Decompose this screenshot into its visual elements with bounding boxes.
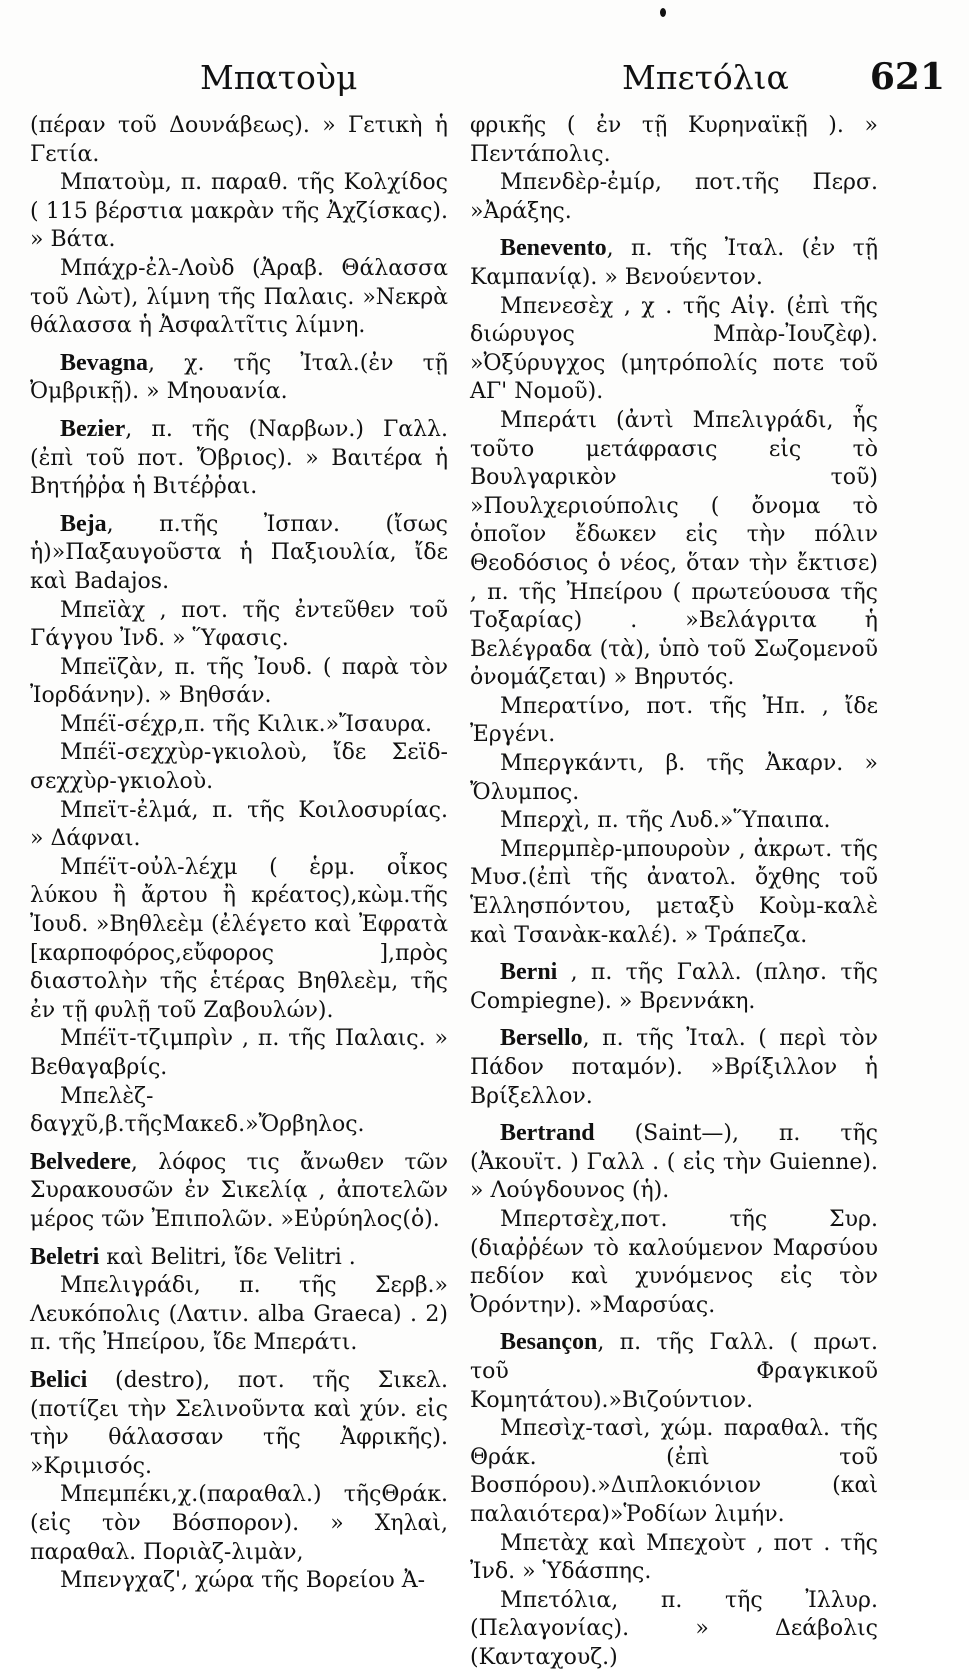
dictionary-entry: Μπατοὺμ, π. παραθ. τῆς Κολχίδος ( 115 βέρστια μακρὰν τῆς Ἀχζίσκας). » Βάτα. <box>30 170 448 253</box>
entry-headword: Besançon <box>500 1329 598 1356</box>
dictionary-entry: Μπεσὶχ-τασὶ, χώμ. παραθαλ. τῆς Θράκ. (ἐπὶ τοῦ Βοσπόρου).»Διπλοκιόνιον (καὶ παλαιότερα)»Ῥοδίων λιμήν. <box>470 1416 878 1527</box>
dictionary-entry: (πέραν τοῦ Δουνάβεως). » Γετικὴ ἡ Γετία. <box>30 113 448 167</box>
dictionary-entry: Μπέϊ-σέχρ,π. τῆς Κιλικ.»Ἴσαυρα. <box>60 711 433 737</box>
entry-headword: Bezier <box>60 415 126 442</box>
dictionary-entry: Bertrand (Saint—), π. τῆς (Ἀκουϊτ. ) Γαλλ . ( εἰς τὴν Guienne). » Λούγδουνος (ἡ). <box>470 1120 878 1204</box>
dictionary-entry: Μπέϊ-σεχχὺρ-γκιολοὺ, ἴδε Σεϊδ-σεχχὺρ-γκιολοὺ. <box>30 740 448 795</box>
entry-headword: Berni <box>500 959 558 986</box>
entry-headword: Beja <box>60 510 107 537</box>
header-right-word: Μπετόλια <box>622 58 789 97</box>
dictionary-entry: Belvedere, λόφος τις ἄνωθεν τῶν Συρακουσῶν ἐν Σικελίᾳ , ἀποτελῶν μέρος τῶν Ἐπιπολῶν. »Εὐρύηλος(ὁ). <box>30 1148 448 1232</box>
entry-headword: Bevagna <box>60 349 149 376</box>
dictionary-entry: Μπερχὶ, π. τῆς Λυδ.»Ὕπαιπα. <box>500 808 831 834</box>
dictionary-entry: Μπερτσὲχ,ποτ. τῆς Συρ. (διαῤῥέων τὸ καλούμενον Μαρσύου πεδίον καὶ χυνόμενος εἰς τὸν Ὀρόντην). »Μαρσύας. <box>470 1206 878 1318</box>
dictionary-entry: Μπελὲζ-δαγχῦ,β.τῆςΜακεδ.»Ὄρβηλος. <box>30 1083 365 1138</box>
dictionary-entry: Μπενδὲρ-ἐμίρ, ποτ.τῆς Περσ. »Ἀράξης. <box>470 170 878 224</box>
page-number: 621 <box>869 56 945 98</box>
dictionary-entry: Μπεϊζὰν, π. τῆς Ἰουδ. ( παρὰ τὸν Ἰορδάνην). » Βηθσάν. <box>30 654 448 709</box>
dictionary-entry: Μπεϊτ-ἐλμά, π. τῆς Κοιλοσυρίας. » Δάφναι. <box>30 797 448 852</box>
dictionary-entry: Μπερατίνο, ποτ. τῆς Ἠπ. , ἴδε Ἐργένι. <box>470 693 878 748</box>
left-column <box>30 112 448 1596</box>
entry-headword: Bertrand <box>500 1120 595 1147</box>
dictionary-entry: Bersello, π. τῆς Ἰταλ. ( περὶ τὸν Πάδον ποταμόν). »Βρίξιλλον ἡ Βρίξελλον. <box>470 1025 878 1109</box>
dictionary-entry: Μπεράτι (ἀντὶ Μπελιγράδι, ἧς τοῦτο μετάφρασις εἰς τὸ Βουλγαρικὸν τοῦ) »Πουλχεριούπολις ( ὄνομα τὸ ὁποῖον ἔδωκεν εἰς τὴν πόλιν Θεοδόσιος ὁ νέος, ὅταν τὴν ἔκτισε) , π. τῆς Ἠπείρου ( πρωτεύουσα τῆς Τοξαρίας) . »Βελάγριτα ἡ Βελέγραδα (τὰ), ὑπὸ τοῦ Σωζομενοῦ ὀνομάζεται) » Βηρυτός. <box>470 407 878 691</box>
dictionary-entry: Μπενεσὲχ , χ . τῆς Αἰγ. (ἐπὶ τῆς διώρυγος Μπὰρ-Ἰουζὲφ). »Ὀξύρυγχος (μητρόπολίς ποτε τοῦ ΑΓ' Νομοῦ). <box>470 293 878 405</box>
header-left-word: Μπατοὺμ <box>200 58 358 97</box>
dictionary-entry: Μπεϊὰχ , ποτ. τῆς ἐντεῦθεν τοῦ Γάγγου Ἰνδ. » Ὕφασις. <box>30 597 448 652</box>
dictionary-entry: Μπεμπέκι,χ.(παραθαλ.) τῆςΘράκ. (εἰς τὸν Βόσπορον). » Χηλαὶ, παραθαλ. Ποριὰζ-λιμὰν, <box>30 1482 448 1565</box>
dictionary-entry: Μπεργκάντι, β. τῆς Ἀκαρν. » Ὄλυμπος. <box>470 751 878 805</box>
dictionary-entry: Bevagna, χ. τῆς Ἰταλ.(ἐν τῇ Ὀμβρικῇ). » Μηουανία. <box>30 349 448 405</box>
dictionary-entry: Beletri καὶ Belitri, ἴδε Velitri . <box>30 1243 356 1270</box>
dictionary-entry: Berni , π. τῆς Γαλλ. (πλησ. τῆς Compiegne). » Βρεννάκη. <box>470 959 878 1014</box>
entry-headword: Belvedere <box>30 1148 131 1175</box>
dictionary-entry: Μπέϊτ-οὐλ-λέχμ ( ἑρμ. οἶκος λύκου ἢ ἄρτου ἢ κρέατος),κὼμ.τῆς Ἰουδ. »Βηθλεὲμ (ἐλέγετο καὶ Ἐφρατὰ [καρποφόρος,εὔφορος ],πρὸς διαστολὴν τῆς ἑτέρας Βηθλεὲμ, τῆς ἐν τῇ φυλῇ τοῦ Ζαβουλών). <box>30 854 448 1023</box>
dictionary-entry: Μπελιγράδι, π. τῆς Σερβ.» Λευκόπολις (Λατιν. alba Graeca) . 2) π. τῆς Ἠπείρου, ἴδε Μπεράτι. <box>30 1273 448 1356</box>
dictionary-entry: Μπετὰχ καὶ Μπεχοὺτ , ποτ . τῆς Ἰνδ. » Ὑδάσπης. <box>470 1530 878 1585</box>
dictionary-entry: Beja, π.τῆς Ἰσπαν. (ἴσως ἡ)»Παξαυγοῦστα ἡ Παξιουλία, ἴδε καὶ Badajos. <box>30 510 448 594</box>
page-header <box>30 58 945 108</box>
right-column <box>470 112 878 1672</box>
dictionary-entry: Μπέϊτ-τζιμπρὶν , π. τῆς Παλαις. » Βεθαγαβρίς. <box>30 1026 448 1080</box>
dictionary-entry: Μπάχρ-ἐλ-Λοὺδ (Ἀραβ. Θάλασσα τοῦ Λὼτ), λίμνη τῆς Παλαις. »Νεκρὰ θάλασσα ἡ Ἀσφαλτῖτις λίμνη. <box>30 255 448 339</box>
dictionary-entry: Μπενγχαζ', χώρα τῆς Βορείου Ἀ- <box>60 1568 426 1594</box>
dictionary-entry: Benevento, π. τῆς Ἰταλ. (ἐν τῇ Καμπανίᾳ). » Βενούεντον. <box>470 235 878 290</box>
dictionary-entry: Belici (destro), ποτ. τῆς Σικελ. (ποτίζει τὴν Σελινοῦντα καὶ χύν. εἰς τὴν θάλασσαν τῆς Ἀφρικῆς). »Κριμισός. <box>30 1366 448 1479</box>
dictionary-entry: Μπετόλια, π. τῆς Ἰλλυρ.(Πελαγονίας). » Δεάβολις (Κανταχουζ.) <box>470 1587 878 1670</box>
dictionary-entry: Μπερμπὲρ-μπουροὺν , ἀκρωτ. τῆς Μυσ.(ἐπὶ τῆς ἀνατολ. ὄχθης τοῦ Ἑλλησπόντου, μεταξὺ Κοὺμ-καλὲ καὶ Τσανὰκ-καλέ). » Τράπεζα. <box>470 836 878 948</box>
entry-headword: Beletri <box>30 1243 100 1270</box>
entry-headword: Benevento <box>500 235 607 262</box>
entry-headword: Belici <box>30 1366 88 1393</box>
dictionary-entry: Bezier, π. τῆς (Ναρβων.) Γαλλ. (ἐπὶ τοῦ ποτ. Ὄβριος). » Βαιτέρα ἡ Βητήῤῥα ἡ Βιτέῤῥαι. <box>30 415 448 500</box>
dictionary-entry: Besançon, π. τῆς Γαλλ. ( πρωτ. τοῦ Φραγκικοῦ Κομητάτου).»Βιζούντιον. <box>470 1329 878 1413</box>
dictionary-entry: φρικῆς ( ἐν τῇ Κυρηναϊκῇ ). » Πεντάπολις. <box>470 113 878 167</box>
entry-headword: Bersello <box>500 1025 583 1052</box>
ink-dot <box>660 8 666 17</box>
